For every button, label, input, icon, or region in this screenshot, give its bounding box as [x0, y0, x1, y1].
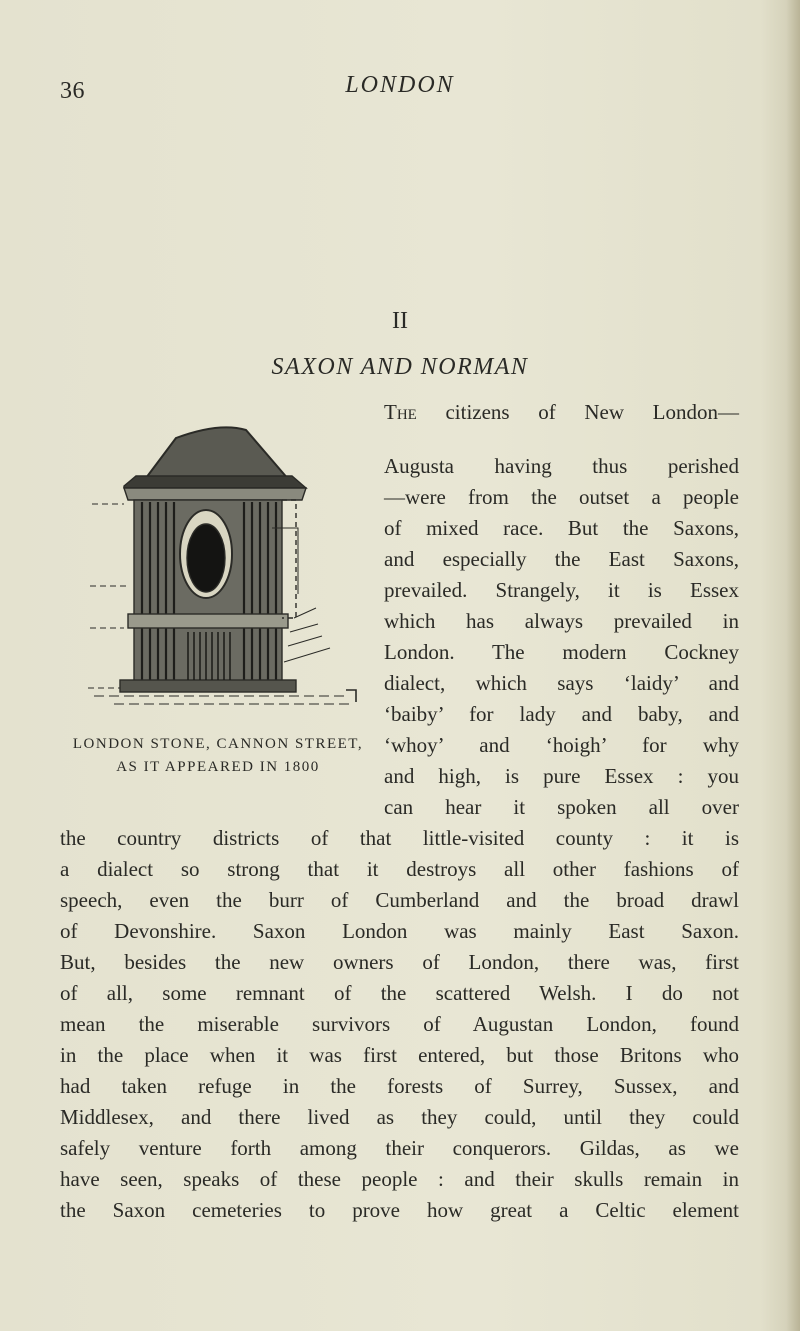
page-edge-shadow: [786, 0, 800, 1331]
body-text-line: Augusta having thus perished: [384, 454, 739, 478]
london-stone-illustration: [84, 418, 364, 714]
body-text-line: and high, is pure Essex : you: [384, 764, 739, 788]
body-text-line: But, besides the new owners of London, there was, first: [60, 950, 739, 974]
body-text-line: which has always prevailed in: [384, 609, 739, 633]
body-text-line: [384, 397, 739, 427]
body-text-line: the Saxon cemeteries to prove how great a Celtic element: [60, 1198, 739, 1222]
body-text-line: have seen, speaks of these people : and their skulls remain in: [60, 1167, 739, 1191]
body-text-line: dialect, which says ‘laidy’ and: [384, 671, 739, 695]
body-text-line: and especially the East Saxons,: [384, 547, 739, 571]
chapter-number: II: [392, 308, 408, 334]
body-text-line: —were from the outset a people: [384, 485, 739, 509]
figure-caption-line: AS IT APPEARED IN 1800: [116, 759, 320, 775]
body-text-line: prevailed. Strangely, it is Essex: [384, 578, 739, 602]
body-text-line: mean the miserable survivors of Augustan London, found: [60, 1012, 739, 1036]
body-text-line: ‘whoy’ and ‘hoigh’ for why: [384, 733, 739, 757]
body-text-line: in the place when it was first entered, but those Britons who: [60, 1043, 739, 1067]
drop-word: The: [384, 400, 417, 424]
body-text-line: speech, even the burr of Cumberland and the broad drawl: [60, 888, 739, 912]
body-text-line: can hear it spoken all over: [384, 795, 739, 819]
chapter-title: SAXON AND NORMAN: [271, 354, 529, 380]
running-head: LONDON: [345, 72, 455, 98]
body-text-line: Middlesex, and there lived as they could, until they could: [60, 1105, 739, 1129]
body-text-line: London. The modern Cockney: [384, 640, 739, 664]
body-text-line: the country districts of that little-visited county : it is: [60, 826, 739, 850]
body-text-fragment: citizens of New London—: [416, 400, 739, 424]
body-text-line: had taken refuge in the forests of Surrey, Sussex, and: [60, 1074, 739, 1098]
body-text-line: a dialect so strong that it destroys all other fashions of: [60, 857, 739, 881]
figure-caption-line: LONDON STONE, CANNON STREET,: [72, 736, 364, 752]
body-text-line: of Devonshire. Saxon London was mainly East Saxon.: [60, 919, 739, 943]
body-text-line: safely venture forth among their conquerors. Gildas, as we: [60, 1136, 739, 1160]
body-text-line: ‘baiby’ for lady and baby, and: [384, 702, 739, 726]
figure-caption: [60, 733, 376, 779]
body-text-line: of all, some remnant of the scattered Welsh. I do not: [60, 981, 739, 1005]
body-text-line: of mixed race. But the Saxons,: [384, 516, 739, 540]
page-number: 36: [60, 78, 85, 104]
